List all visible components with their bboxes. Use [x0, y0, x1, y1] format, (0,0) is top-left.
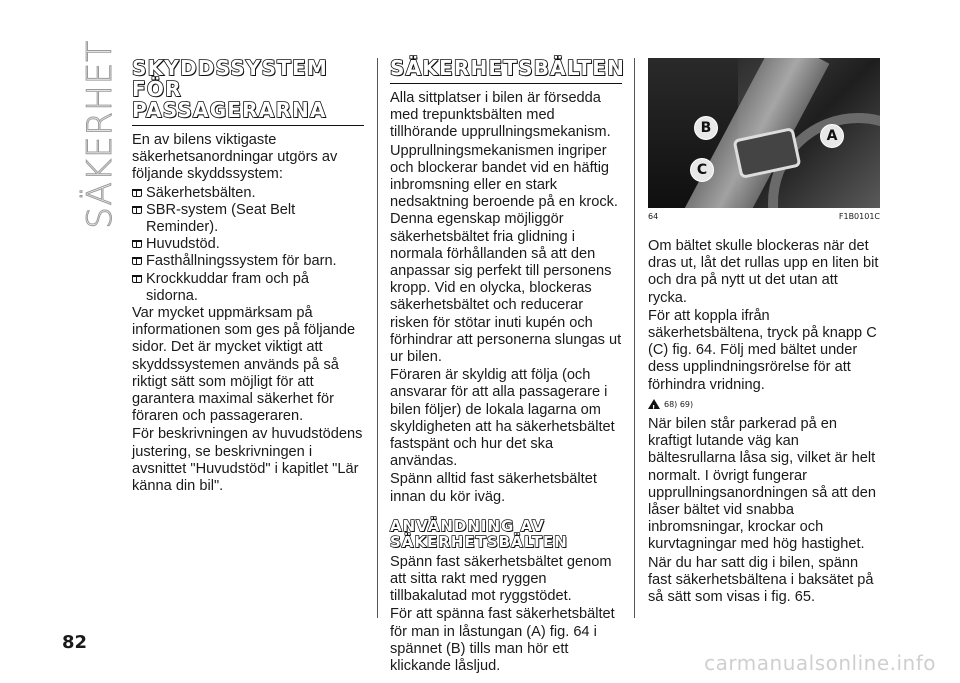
figure-code: F1B0101C	[838, 212, 880, 221]
warning-reference: ! 68) 69)	[648, 396, 880, 413]
paragraph: Föraren är skyldig att följa (och ansvarar för att alla passagerare i bilen följer) de lokala lagarna om skyldigheten att ha säkerhetsbältet fastspänt och hur det ska användas.	[390, 367, 615, 470]
heading-line: ANVÄNDNING AV	[390, 516, 545, 535]
callout-b: B	[694, 116, 718, 140]
figure-caption	[648, 212, 880, 221]
column-divider	[634, 58, 635, 618]
list-item: Huvudstöd.	[132, 236, 364, 253]
heading-line: SÄKERHETSBÄLTEN	[390, 532, 568, 551]
paragraph: När du har satt dig i bilen, spänn fast säkerhetsbältena i baksätet på så sätt som visas i fig. 65.	[648, 554, 874, 606]
section-heading	[132, 58, 364, 126]
section-tab: SÄKERHET	[80, 40, 120, 229]
figure-number: 64	[648, 212, 659, 221]
book-icon	[132, 275, 142, 283]
list-item: SBR-system (Seat Belt Reminder).	[132, 202, 364, 236]
list-item: Krockkuddar fram och på sidorna.	[132, 271, 364, 305]
book-icon	[132, 189, 142, 197]
column-3	[648, 238, 880, 607]
paragraph: För att koppla ifrån säkerhetsbältena, tryck på knapp C (C) fig. 64. Följ med bältet under dess upplindningsrörelse för att förhindra vridning.	[648, 307, 877, 393]
subsection-heading	[390, 518, 622, 550]
book-icon	[132, 240, 142, 248]
protection-systems-list	[132, 185, 364, 305]
column-1	[132, 58, 364, 496]
paragraph: Alla sittplatser i bilen är försedda med trepunktsbälten med tillhörande upprullningsmekanism.	[390, 90, 611, 141]
section-heading: SÄKERHETSBÄLTEN	[390, 58, 622, 84]
column-2	[390, 56, 626, 676]
callout-c: C	[690, 158, 714, 182]
warning-triangle-icon	[648, 399, 660, 409]
paragraph: Om bältet skulle blockeras när det dras ut, låt det rullas upp en liten bit och dra på nytt ut det utan att rycka.	[648, 238, 879, 306]
paragraph: Spänn fast säkerhetsbältet genom att sitta rakt med ryggen tillbakalutad mot ryggstödet.	[390, 553, 612, 605]
heading-line: PASSAGERARNA	[132, 98, 327, 122]
callout-a: A	[820, 124, 844, 148]
paragraph: Spänn alltid fast säkerhetsbältet innan du kör iväg.	[390, 471, 597, 505]
heading-line: SKYDDSSYSTEM	[132, 56, 328, 80]
book-icon	[132, 257, 142, 265]
paragraph: Var mycket uppmärksam på informationen som ges på följande sidor. Det är mycket viktigt att skyddssystemen används på så riktigt sätt som möjligt för att garantera maximal säkerhet för föraren och passageraren.	[132, 305, 356, 425]
list-item: Säkerhetsbälten.	[132, 185, 364, 202]
paragraph: När bilen står parkerad på en kraftigt lutande väg kan bältesrullarna låsa sig, vilket är helt normalt. I övrigt fungerar upprullningsanordningen så att den låser bältet vid snabba inbromsningar, krockar och kurvtagningar med hög hastighet.	[648, 416, 876, 553]
heading-line: FÖR	[132, 77, 182, 101]
paragraph: För att spänna fast säkerhetsbältet för man in låstungan (A) fig. 64 i spännet (B) tills man hör ett klickande låsljud.	[390, 606, 615, 675]
paragraph: Upprullningsmekanismen ingriper och blockerar bandet vid en häftig inbromsning eller en stark nedsaktning beroende på en krock. Denna egenskap möjliggör säkerhetsbältet fria glidning i normala förhållanden så att den anpassar sig perfekt till personens kropp. Vid en olycka, blockeras säkerhetsbältet och reducerar risken för stötar inuti kupén och förhindrar att personerna slungas ut ur bilen.	[390, 142, 622, 366]
book-icon	[132, 206, 142, 214]
page-number: 82	[62, 632, 88, 653]
column-divider	[377, 58, 378, 618]
figure-64-seatbelt-photo	[648, 58, 880, 208]
paragraph: För beskrivningen av huvudstödens justering, se beskrivningen i avsnittet "Huvudstöd" i kapitlet "Lär känna din bil".	[132, 426, 363, 495]
watermark: carmanualsonline.info	[704, 651, 936, 675]
list-item: Fasthållningssystem för barn.	[132, 253, 364, 270]
intro-paragraph: En av bilens viktigaste säkerhetsanordningar utgörs av följande skyddssystem:	[132, 132, 338, 183]
